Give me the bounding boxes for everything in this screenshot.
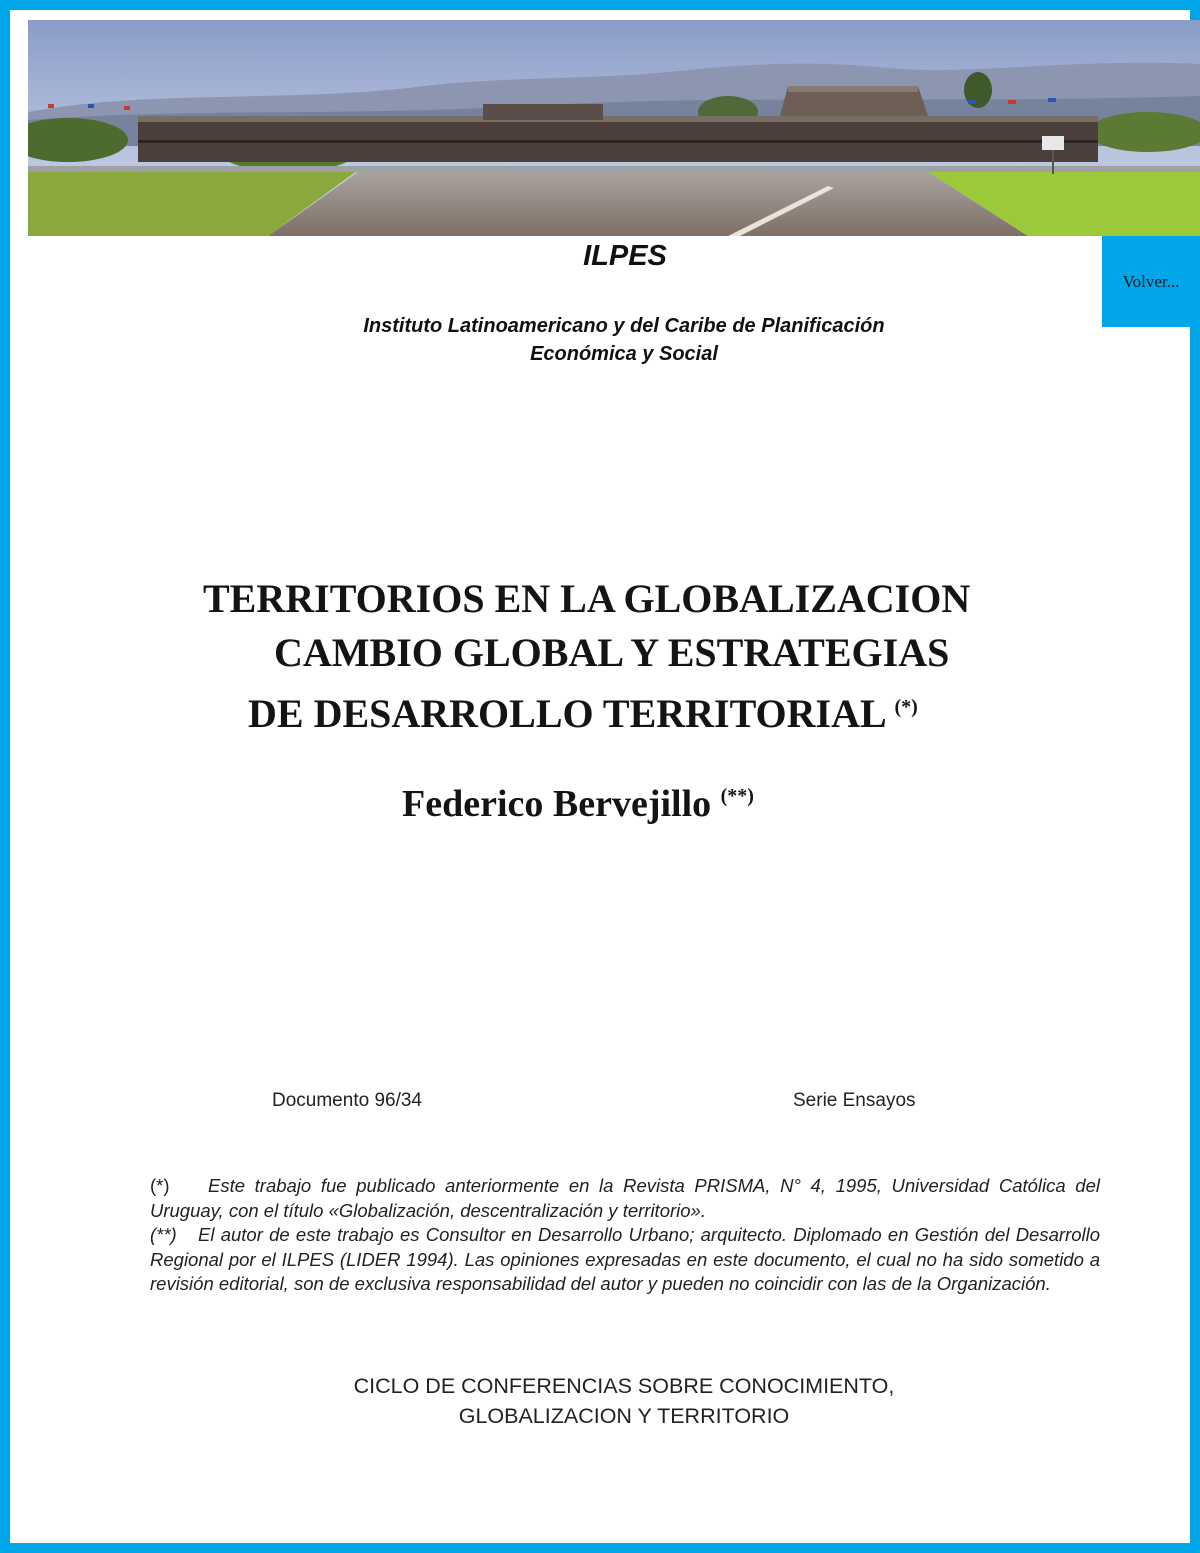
title-line3 xyxy=(10,680,1200,741)
org-acronym: ILPES xyxy=(583,240,667,272)
footnote-2-text: El autor de este trabajo es Consultor en Desarrollo Urbano; arquitecto. Diplomado en Gestión del Desarrollo Regional por el ILPES (LIDER 1994). Las opiniones expresadas en este documento, el cual no ha sido sometido a revisión editorial, son de exclusiva responsabilidad del autor y pueden no coincidir con las de la Organización. xyxy=(150,1224,1100,1294)
footnote-1-mark: (*) xyxy=(150,1175,170,1196)
author-name: Federico Bervejillo xyxy=(402,783,712,825)
org-name xyxy=(10,312,1200,368)
back-button[interactable]: Volver... xyxy=(1102,236,1200,327)
footnote-2-mark: (**) xyxy=(150,1224,177,1245)
conference-cycle-line1: CICLO DE CONFERENCIAS SOBRE CONOCIMIENTO, xyxy=(353,1374,895,1398)
conference-cycle xyxy=(10,1371,1200,1431)
conference-cycle-line2: GLOBALIZACION Y TERRITORIO xyxy=(458,1404,790,1428)
footnote-2 xyxy=(150,1223,1100,1297)
building-photo-banner xyxy=(28,20,1200,236)
author-footnote-mark: (**) xyxy=(720,785,754,807)
building-photo-icon xyxy=(28,20,1200,236)
footnote-1-text: Este trabajo fue publicado anteriormente en la Revista PRISMA, N° 4, 1995, Universidad Católica del Uruguay, con el título «Globalización, descentralización y territorio». xyxy=(150,1175,1100,1221)
org-name-line2: Económica y Social xyxy=(530,343,718,365)
title-footnote-mark: (*) xyxy=(894,696,918,718)
document-number: Documento 96/34 xyxy=(272,1090,422,1111)
title-line1: TERRITORIOS EN LA GLOBALIZACION xyxy=(203,576,971,621)
author xyxy=(402,782,754,826)
document-title xyxy=(10,572,1200,741)
org-name-line1: Instituto Latinoamericano y del Caribe de Planificación xyxy=(363,315,885,337)
series-name: Serie Ensayos xyxy=(793,1090,916,1111)
footnotes xyxy=(150,1174,1100,1297)
title-line2: CAMBIO GLOBAL Y ESTRATEGIAS xyxy=(274,630,950,675)
title-line3-text: DE DESARROLLO TERRITORIAL xyxy=(248,691,885,736)
footnote-1 xyxy=(150,1174,1100,1223)
